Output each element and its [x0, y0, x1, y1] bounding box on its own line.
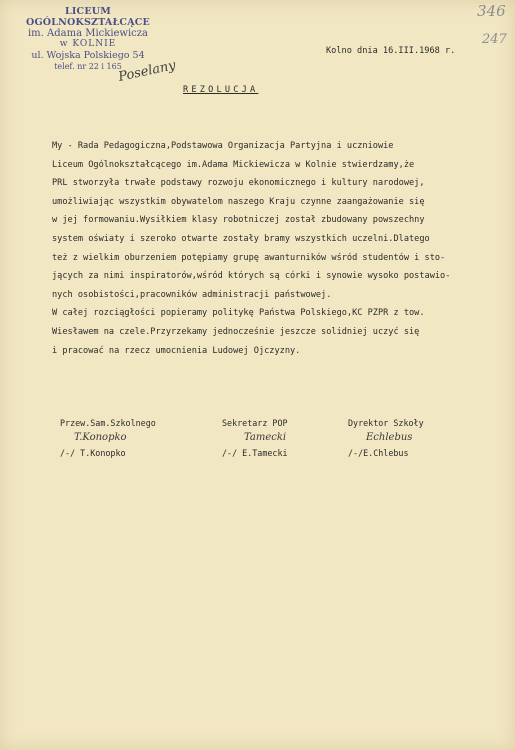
signature-name: /-/ E.Tamecki — [222, 448, 288, 458]
signature-block-student-council — [60, 418, 156, 462]
signature-role: Sekretarz POP — [222, 418, 288, 428]
body-line: PRL stworzyła trwałe podstawy rozwoju ekonomicznego i kultury narodowej, — [52, 178, 425, 189]
signature-block-director — [348, 418, 424, 462]
body-line: W całej rozciągłości popieramy politykę Państwa Polskiego,KC PZPR z tow. — [52, 308, 425, 319]
stamp-line-phone: telef. nr 22 i 165 — [54, 62, 122, 71]
handwritten-signature: Echlebus — [366, 432, 413, 443]
body-line: w jej formowaniu.Wysiłkiem klasy robotniczej został zbudowany powszechny — [52, 215, 425, 226]
body-line: system oświaty i szeroko otwarte zostały bramy wszystkich uczelni.Dlatego — [52, 233, 430, 244]
document-title: REZOLUCJA — [183, 85, 259, 95]
signature-name: /-/ T.Konopko — [60, 448, 126, 458]
stamp-line-town: w KOLNIE — [59, 39, 117, 49]
stamp-line-street: ul. Wojska Polskiego 54 — [31, 50, 145, 61]
signature-name: /-/E.Chlebus — [348, 448, 409, 458]
body-line: nych osobistości,pracowników administracji państwowej. — [52, 289, 332, 300]
document-date: Kolno dnia 16.III.1968 r. — [326, 46, 456, 56]
school-stamp — [18, 6, 158, 72]
signature-role: Przew.Sam.Szkolnego — [60, 418, 156, 428]
handwritten-signature: T.Konopko — [74, 432, 127, 443]
body-line: Liceum Ogólnokształcącego im.Adama Mickiewicza w Kolnie stwierdzamy,że — [52, 159, 415, 170]
body-line: Wiesławem na czele.Przyrzekamy jednocześnie jeszcze solidniej uczyć się — [52, 326, 420, 337]
resolution-body — [52, 137, 492, 360]
stamp-line-patron: im. Adama Mickiewicza — [27, 28, 149, 39]
archive-number-2: 247 — [482, 32, 507, 47]
signature-role: Dyrektor Szkoły — [348, 418, 424, 428]
handwritten-note: Poselany — [117, 58, 177, 85]
body-line: i pracować na rzecz umocnienia Ludowej Ojczyzny. — [52, 345, 301, 356]
archive-number-1: 346 — [477, 2, 506, 20]
stamp-line-school: LICEUM OGÓLNOKSZTAŁCĄCE — [26, 6, 150, 28]
handwritten-signature: Tamecki — [244, 432, 287, 443]
body-line: My - Rada Pedagogiczna,Podstawowa Organizacja Partyjna i uczniowie — [52, 141, 394, 151]
body-line: też z wielkim oburzeniem potępiamy grupę awanturników wśród studentów i sto- — [52, 252, 446, 263]
body-line: jących za nimi inspiratorów,wśród których są córki i synowie wysoko postawio- — [52, 271, 451, 282]
body-line: umożliwiając wszystkim obywatelom naszego Kraju czynne zaangażowanie się — [52, 196, 425, 207]
signature-block-party-secretary — [222, 418, 288, 462]
